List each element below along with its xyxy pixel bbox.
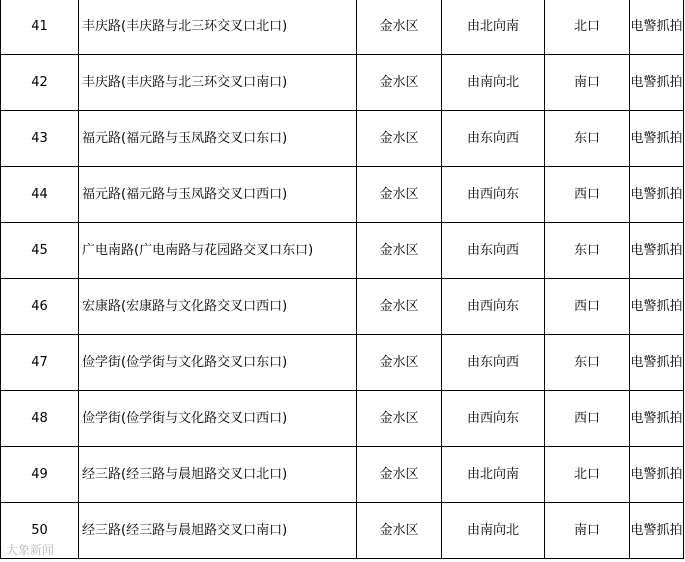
road-location-cell: 俭学街(俭学街与文化路交叉口西口): [79, 391, 357, 447]
table-row: [1, 279, 684, 335]
row-number-cell: 47: [1, 335, 79, 391]
district-cell: 金水区: [357, 167, 442, 223]
district-cell: 金水区: [357, 447, 442, 503]
travel-direction-cell: 由西向东: [442, 391, 545, 447]
intersection-exit-cell: 西口: [545, 167, 630, 223]
table-row: [1, 111, 684, 167]
district-cell: 金水区: [357, 503, 442, 559]
enforcement-type-cell: 电警抓拍: [630, 167, 684, 223]
row-number-cell: 41: [1, 0, 79, 55]
intersection-exit-cell: 西口: [545, 279, 630, 335]
road-location-cell: 经三路(经三路与晨旭路交叉口南口): [79, 503, 357, 559]
district-cell: 金水区: [357, 279, 442, 335]
intersection-exit-cell: 东口: [545, 223, 630, 279]
intersection-exit-cell: 南口: [545, 55, 630, 111]
district-cell: 金水区: [357, 335, 442, 391]
road-location-cell: 丰庆路(丰庆路与北三环交叉口南口): [79, 55, 357, 111]
row-number-cell: 42: [1, 55, 79, 111]
enforcement-type-cell: 电警抓拍: [630, 335, 684, 391]
table-row: [1, 167, 684, 223]
travel-direction-cell: 由西向东: [442, 167, 545, 223]
table-body: [1, 0, 684, 559]
row-number-cell: 50: [1, 503, 79, 559]
row-number-cell: 45: [1, 223, 79, 279]
row-number-cell: 49: [1, 447, 79, 503]
road-location-cell: 福元路(福元路与玉凤路交叉口西口): [79, 167, 357, 223]
district-cell: 金水区: [357, 111, 442, 167]
table-row: [1, 391, 684, 447]
travel-direction-cell: 由南向北: [442, 55, 545, 111]
table-row: [1, 223, 684, 279]
enforcement-type-cell: 电警抓拍: [630, 111, 684, 167]
enforcement-type-cell: 电警抓拍: [630, 223, 684, 279]
road-location-cell: 广电南路(广电南路与花园路交叉口东口): [79, 223, 357, 279]
row-number-cell: 44: [1, 167, 79, 223]
enforcement-type-cell: 电警抓拍: [630, 279, 684, 335]
travel-direction-cell: 由南向北: [442, 503, 545, 559]
travel-direction-cell: 由北向南: [442, 0, 545, 55]
table-row: [1, 55, 684, 111]
intersection-exit-cell: 北口: [545, 447, 630, 503]
row-number-cell: 48: [1, 391, 79, 447]
enforcement-type-cell: 电警抓拍: [630, 503, 684, 559]
intersection-exit-cell: 北口: [545, 0, 630, 55]
intersection-exit-cell: 东口: [545, 111, 630, 167]
travel-direction-cell: 由东向西: [442, 223, 545, 279]
district-cell: 金水区: [357, 223, 442, 279]
travel-direction-cell: 由北向南: [442, 447, 545, 503]
enforcement-type-cell: 电警抓拍: [630, 447, 684, 503]
road-location-cell: 经三路(经三路与晨旭路交叉口北口): [79, 447, 357, 503]
road-location-cell: 福元路(福元路与玉凤路交叉口东口): [79, 111, 357, 167]
enforcement-type-cell: 电警抓拍: [630, 0, 684, 55]
road-location-cell: 丰庆路(丰庆路与北三环交叉口北口): [79, 0, 357, 55]
table-row: [1, 0, 684, 55]
district-cell: 金水区: [357, 391, 442, 447]
enforcement-type-cell: 电警抓拍: [630, 55, 684, 111]
table-row: [1, 335, 684, 391]
intersection-exit-cell: 西口: [545, 391, 630, 447]
travel-direction-cell: 由东向西: [442, 335, 545, 391]
row-number-cell: 46: [1, 279, 79, 335]
row-number-cell: 43: [1, 111, 79, 167]
intersection-exit-cell: 东口: [545, 335, 630, 391]
travel-direction-cell: 由东向西: [442, 111, 545, 167]
watermark: 大象新闻: [6, 543, 55, 557]
enforcement-type-cell: 电警抓拍: [630, 391, 684, 447]
table-row: [1, 447, 684, 503]
road-location-cell: 俭学街(俭学街与文化路交叉口东口): [79, 335, 357, 391]
road-location-cell: 宏康路(宏康路与文化路交叉口西口): [79, 279, 357, 335]
table-row: [1, 503, 684, 559]
district-cell: 金水区: [357, 55, 442, 111]
intersection-exit-cell: 南口: [545, 503, 630, 559]
travel-direction-cell: 由西向东: [442, 279, 545, 335]
district-cell: 金水区: [357, 0, 442, 55]
